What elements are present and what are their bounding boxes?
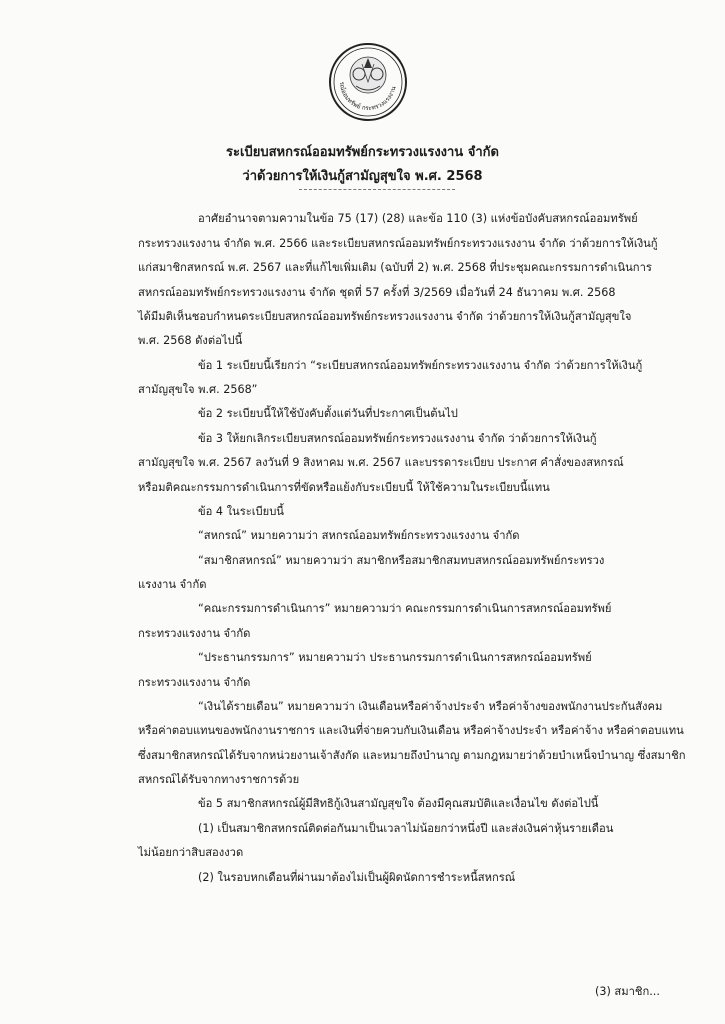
body-line: หรือมติคณะกรรมการดำเนินการที่ขัดหรือแย้งกับระเบียบนี้ ให้ใช้ความในระเบียบนี้แทน bbox=[138, 481, 550, 494]
body-line: “เงินได้รายเดือน” หมายความว่า เงินเดือนหรือค่าจ้างประจำ หรือค่าจ้างของพนักงานประกันสังคม bbox=[198, 700, 663, 713]
body-line: พ.ศ. 2568 ดังต่อไปนี้ bbox=[138, 334, 243, 347]
body-line: แรงงาน จำกัด bbox=[138, 578, 207, 591]
body-line: ซึ่งสมาชิกสหกรณ์ได้รับจากหน่วยงานเจ้าสังกัด และหมายถึงบำนาญ ตามกฎหมายว่าด้วยบำเหน็จบำนาญ ซึ่งสมาชิก bbox=[138, 749, 686, 762]
body-line: ข้อ 5 สมาชิกสหกรณ์ผู้มีสิทธิกู้เงินสามัญสุขใจ ต้องมีคุณสมบัติและเงื่อนไข ดังต่อไปนี้ bbox=[198, 797, 599, 810]
body-line: “ประธานกรรมการ” หมายความว่า ประธานกรรมการดำเนินการสหกรณ์ออมทรัพย์ bbox=[198, 651, 592, 664]
body-line: ข้อ 4 ในระเบียบนี้ bbox=[198, 505, 284, 518]
body-line: สามัญสุขใจ พ.ศ. 2568” bbox=[138, 383, 258, 396]
body-line: สหกรณ์ได้รับจากทางราชการด้วย bbox=[138, 773, 300, 786]
body-line: สามัญสุขใจ พ.ศ. 2567 ลงวันที่ 9 สิงหาคม พ.ศ. 2567 และบรรดาระเบียบ ประกาศ คำสั่งของสหกรณ์ bbox=[138, 456, 624, 469]
body-line: หรือค่าตอบแทนของพนักงานราชการ และเงินที่จ่ายควบกับเงินเดือน หรือค่าจ้างประจำ หรือค่าจ้าง หรือค่าตอบแทน bbox=[138, 724, 684, 737]
body-line: กระทรวงแรงงาน จำกัด bbox=[138, 676, 251, 689]
seal-caption: รณ์ออมทรัพย์ กระทรวงแรงงาน bbox=[337, 81, 398, 113]
body-line: “คณะกรรมการดำเนินการ” หมายความว่า คณะกรรมการดำเนินการสหกรณ์ออมทรัพย์ bbox=[198, 602, 612, 615]
document-title: ระเบียบสหกรณ์ออมทรัพย์กระทรวงแรงงาน จำกัด bbox=[226, 145, 499, 160]
body-line: ข้อ 3 ให้ยกเลิกระเบียบสหกรณ์ออมทรัพย์กระทรวงแรงงาน จำกัด ว่าด้วยการให้เงินกู้ bbox=[198, 432, 597, 445]
body-line: ได้มีมติเห็นชอบกำหนดระเบียบสหกรณ์ออมทรัพย์กระทรวงแรงงาน จำกัด ว่าด้วยการให้เงินกู้สามัญสุขใจ bbox=[138, 310, 632, 323]
page-continuation: (3) สมาชิก... bbox=[595, 985, 660, 998]
document-subtitle: ว่าด้วยการให้เงินกู้สามัญสุขใจ พ.ศ. 2568 bbox=[242, 169, 483, 184]
body-line: ไม่น้อยกว่าสิบสองงวด bbox=[138, 846, 244, 859]
title-divider bbox=[299, 189, 455, 190]
body-line: กระทรวงแรงงาน จำกัด พ.ศ. 2566 และระเบียบสหกรณ์ออมทรัพย์กระทรวงแรงงาน จำกัด ว่าด้วยการให้เงินกู้ bbox=[138, 237, 658, 250]
body-line: ข้อ 2 ระเบียบนี้ให้ใช้บังคับตั้งแต่วันที่ประกาศเป็นต้นไป bbox=[198, 407, 458, 420]
body-line: “สหกรณ์” หมายความว่า สหกรณ์ออมทรัพย์กระทรวงแรงงาน จำกัด bbox=[198, 529, 520, 542]
body-line: กระทรวงแรงงาน จำกัด bbox=[138, 627, 251, 640]
body-line: ข้อ 1 ระเบียบนี้เรียกว่า “ระเบียบสหกรณ์ออมทรัพย์กระทรวงแรงงาน จำกัด ว่าด้วยการให้เงินกู้ bbox=[198, 359, 643, 372]
body-line: อาศัยอำนาจตามความในข้อ 75 (17) (28) และข้อ 110 (3) แห่งข้อบังคับสหกรณ์ออมทรัพย์ bbox=[198, 212, 638, 225]
body-line: แก่สมาชิกสหกรณ์ พ.ศ. 2567 และที่แก้ไขเพิ่มเติม (ฉบับที่ 2) พ.ศ. 2568 ที่ประชุมคณะกรรมการดำเนินการ bbox=[138, 261, 652, 274]
body-line: “สมาชิกสหกรณ์” หมายความว่า สมาชิกหรือสมาชิกสมทบสหกรณ์ออมทรัพย์กระทรวง bbox=[198, 554, 605, 567]
cooperative-seal bbox=[328, 42, 408, 122]
body-line: (1) เป็นสมาชิกสหกรณ์ติดต่อกันมาเป็นเวลาไม่น้อยกว่าหนึ่งปี และส่งเงินค่าหุ้นรายเดือน bbox=[198, 822, 614, 835]
body-line: (2) ในรอบหกเดือนที่ผ่านมาต้องไม่เป็นผู้ผิดนัดการชำระหนี้สหกรณ์ bbox=[198, 871, 516, 884]
body-line: สหกรณ์ออมทรัพย์กระทรวงแรงงาน จำกัด ชุดที่ 57 ครั้งที่ 3/2569 เมื่อวันที่ 24 ธันวาคม พ.ศ. 2568 bbox=[138, 286, 616, 299]
